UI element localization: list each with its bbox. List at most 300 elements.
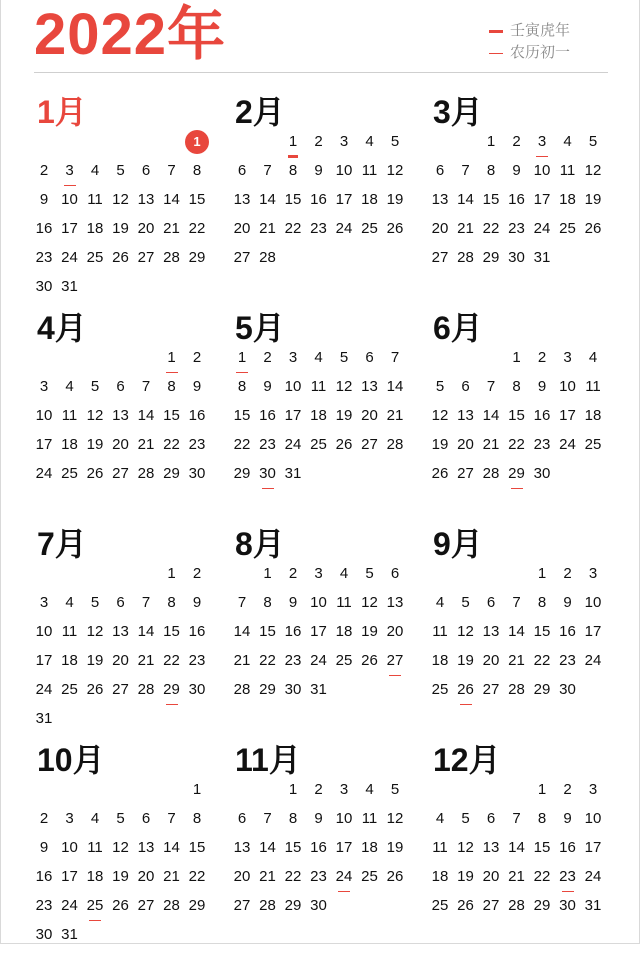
day-cell[interactable] [159,892,185,920]
day-cell[interactable] [31,402,57,430]
day-cell[interactable] [427,892,453,920]
day-cell[interactable] [184,805,210,833]
day-cell[interactable] [159,589,185,617]
day-cell[interactable] [108,431,134,459]
month-12[interactable] [432,740,622,956]
day-cell[interactable] [529,157,555,185]
month-2[interactable] [234,92,424,308]
day-cell[interactable] [184,344,210,372]
day-cell[interactable] [133,647,159,675]
day-cell[interactable] [453,676,479,704]
day-cell[interactable] [159,215,185,243]
day-cell[interactable] [280,157,306,185]
day-cell[interactable] [57,186,83,214]
day-cell[interactable] [478,431,504,459]
day-cell[interactable] [427,460,453,488]
day-cell[interactable] [306,402,332,430]
day-cell[interactable] [357,215,383,243]
day-cell[interactable] [306,560,332,588]
day-cell[interactable] [504,344,530,372]
day-cell[interactable] [529,431,555,459]
day-cell[interactable] [427,589,453,617]
day-cell[interactable] [529,589,555,617]
day-cell[interactable] [133,402,159,430]
day-cell[interactable] [255,647,281,675]
day-cell[interactable] [555,805,581,833]
month-6[interactable] [432,308,622,524]
day-cell[interactable] [229,863,255,891]
day-cell[interactable] [453,244,479,272]
day-cell[interactable] [159,373,185,401]
day-cell[interactable] [529,647,555,675]
day-cell[interactable] [133,863,159,891]
day-cell[interactable] [504,618,530,646]
day-cell[interactable] [306,344,332,372]
day-cell[interactable] [357,834,383,862]
day-cell[interactable] [255,892,281,920]
day-cell[interactable] [580,215,606,243]
day-cell[interactable] [133,892,159,920]
day-cell[interactable] [478,244,504,272]
day-cell[interactable] [108,647,134,675]
month-title[interactable]: 11月 [235,742,301,778]
day-cell[interactable] [255,618,281,646]
day-cell[interactable] [133,373,159,401]
day-cell[interactable] [529,676,555,704]
day-cell[interactable] [504,834,530,862]
day-cell[interactable] [82,863,108,891]
day-cell[interactable] [478,589,504,617]
day-cell[interactable] [159,560,185,588]
day-cell[interactable] [382,805,408,833]
day-cell[interactable] [453,618,479,646]
day-cell[interactable] [184,373,210,401]
day-cell[interactable] [31,186,57,214]
day-cell[interactable] [57,892,83,920]
day-cell[interactable] [529,560,555,588]
day-cell[interactable] [108,892,134,920]
day-cell[interactable] [580,560,606,588]
day-cell[interactable] [382,647,408,675]
day-cell[interactable] [555,373,581,401]
day-cell[interactable] [159,460,185,488]
day-cell[interactable] [529,186,555,214]
day-cell[interactable] [453,863,479,891]
day-cell[interactable] [229,431,255,459]
day-cell[interactable] [306,776,332,804]
day-cell[interactable] [357,344,383,372]
month-title[interactable]: 9月 [433,526,483,562]
day-cell[interactable] [184,402,210,430]
day-cell[interactable] [555,834,581,862]
month-4[interactable] [36,308,226,524]
month-title[interactable]: 7月 [37,526,87,562]
day-cell[interactable] [229,244,255,272]
day-cell[interactable] [280,215,306,243]
day-cell[interactable] [82,805,108,833]
day-cell[interactable] [478,676,504,704]
day-cell[interactable] [357,863,383,891]
day-cell[interactable] [57,215,83,243]
day-cell[interactable] [382,560,408,588]
day-cell[interactable] [555,215,581,243]
day-cell[interactable] [184,776,210,804]
day-cell[interactable] [82,431,108,459]
day-cell[interactable] [255,431,281,459]
day-cell[interactable] [478,647,504,675]
day-cell[interactable] [580,892,606,920]
day-cell[interactable] [357,186,383,214]
day-cell[interactable] [280,892,306,920]
day-cell[interactable] [357,776,383,804]
day-cell[interactable] [57,618,83,646]
day-cell[interactable] [184,560,210,588]
day-cell[interactable] [31,589,57,617]
day-cell[interactable] [255,589,281,617]
day-cell[interactable] [280,186,306,214]
day-cell[interactable] [82,402,108,430]
day-cell[interactable] [57,589,83,617]
day-cell[interactable] [57,273,83,301]
day-cell[interactable] [280,589,306,617]
day-cell[interactable] [255,402,281,430]
day-cell[interactable] [57,676,83,704]
day-cell[interactable] [427,373,453,401]
day-cell[interactable] [529,460,555,488]
day-cell[interactable] [357,128,383,156]
day-cell[interactable] [580,776,606,804]
day-cell[interactable] [184,647,210,675]
day-cell[interactable] [580,186,606,214]
day-cell[interactable] [504,157,530,185]
day-cell[interactable] [306,157,332,185]
month-title[interactable]: 8月 [235,526,285,562]
day-cell[interactable] [453,647,479,675]
day-cell[interactable] [453,186,479,214]
day-cell[interactable] [82,892,108,920]
day-cell[interactable] [504,128,530,156]
day-cell[interactable] [427,402,453,430]
day-cell[interactable] [306,618,332,646]
day-cell[interactable] [357,589,383,617]
day-cell[interactable] [31,676,57,704]
day-cell[interactable] [31,618,57,646]
day-cell[interactable] [529,892,555,920]
day-cell[interactable] [555,344,581,372]
day-cell[interactable] [31,157,57,185]
day-cell[interactable] [184,460,210,488]
day-cell[interactable] [529,834,555,862]
day-cell[interactable] [555,402,581,430]
day-cell[interactable] [255,344,281,372]
day-cell[interactable] [555,776,581,804]
day-cell[interactable] [331,805,357,833]
day-cell[interactable] [529,373,555,401]
day-cell[interactable] [453,460,479,488]
day-cell[interactable] [382,402,408,430]
day-cell[interactable] [427,863,453,891]
day-cell[interactable] [229,344,255,372]
day-cell[interactable] [306,186,332,214]
day-cell[interactable] [427,244,453,272]
day-cell[interactable] [133,460,159,488]
month-5[interactable] [234,308,424,524]
day-cell[interactable] [255,186,281,214]
day-cell[interactable] [331,431,357,459]
day-cell[interactable] [580,373,606,401]
day-cell[interactable] [159,244,185,272]
day-cell[interactable] [31,460,57,488]
day-cell[interactable] [478,186,504,214]
day-cell[interactable] [331,215,357,243]
day-cell[interactable] [382,776,408,804]
day-cell[interactable] [159,431,185,459]
month-title[interactable]: 4月 [37,310,87,346]
day-cell[interactable] [184,618,210,646]
day-cell[interactable] [382,186,408,214]
day-cell[interactable] [229,618,255,646]
day-cell[interactable] [159,186,185,214]
day-cell[interactable] [427,805,453,833]
day-cell[interactable] [229,834,255,862]
month-8[interactable] [234,524,424,740]
day-cell[interactable] [255,560,281,588]
day-cell[interactable] [57,863,83,891]
month-title[interactable]: 12月 [433,742,501,778]
day-cell[interactable] [108,244,134,272]
day-cell[interactable] [555,431,581,459]
day-cell[interactable] [82,215,108,243]
day-cell[interactable] [82,618,108,646]
day-cell[interactable] [478,834,504,862]
year-title[interactable]: 2022年 [34,2,227,67]
day-cell[interactable] [427,647,453,675]
day-cell[interactable] [184,863,210,891]
day-cell[interactable] [504,186,530,214]
day-cell[interactable] [229,402,255,430]
day-cell[interactable] [306,676,332,704]
month-11[interactable] [234,740,424,956]
day-cell[interactable] [159,805,185,833]
day-cell[interactable] [478,460,504,488]
day-cell[interactable] [255,157,281,185]
day-cell[interactable] [57,402,83,430]
day-cell[interactable] [184,892,210,920]
day-cell[interactable] [31,431,57,459]
day-cell[interactable] [31,705,57,733]
day-cell[interactable] [331,186,357,214]
month-1[interactable] [36,92,226,308]
day-cell[interactable] [453,215,479,243]
day-cell[interactable] [108,186,134,214]
day-cell[interactable] [529,344,555,372]
day-cell[interactable] [331,647,357,675]
day-cell[interactable] [580,805,606,833]
day-cell[interactable] [478,618,504,646]
day-cell[interactable] [504,244,530,272]
day-cell[interactable] [453,892,479,920]
day-cell[interactable] [57,460,83,488]
day-cell[interactable] [31,805,57,833]
day-cell[interactable] [108,373,134,401]
day-cell[interactable] [382,373,408,401]
day-cell[interactable] [57,647,83,675]
day-cell[interactable] [159,834,185,862]
day-cell[interactable] [82,157,108,185]
day-cell[interactable] [31,863,57,891]
day-cell[interactable] [357,373,383,401]
day-cell[interactable] [306,647,332,675]
day-cell[interactable] [331,373,357,401]
day-cell[interactable] [306,373,332,401]
day-cell[interactable] [382,589,408,617]
month-10[interactable] [36,740,226,956]
day-cell[interactable] [504,373,530,401]
month-title[interactable]: 10月 [37,742,105,778]
day-cell[interactable] [555,128,581,156]
day-cell[interactable] [478,402,504,430]
day-cell[interactable] [306,589,332,617]
day-cell[interactable] [31,244,57,272]
day-cell[interactable] [504,431,530,459]
day-cell[interactable] [159,618,185,646]
day-cell[interactable] [159,863,185,891]
day-cell[interactable] [331,776,357,804]
day-cell[interactable] [529,805,555,833]
day-cell[interactable] [478,215,504,243]
day-cell[interactable] [504,805,530,833]
day-cell[interactable] [280,128,306,156]
day-cell[interactable] [382,431,408,459]
day-cell[interactable] [580,647,606,675]
day-cell[interactable] [453,402,479,430]
day-cell[interactable] [108,460,134,488]
day-cell[interactable] [306,863,332,891]
day-cell[interactable] [382,863,408,891]
day-cell[interactable] [427,157,453,185]
day-cell[interactable] [357,647,383,675]
day-cell[interactable] [280,618,306,646]
day-cell[interactable] [453,834,479,862]
day-cell[interactable] [159,157,185,185]
day-cell[interactable] [280,560,306,588]
day-cell[interactable] [184,589,210,617]
day-cell[interactable] [453,157,479,185]
day-cell[interactable] [280,676,306,704]
day-cell[interactable] [504,647,530,675]
day-cell[interactable] [108,589,134,617]
day-cell[interactable] [306,215,332,243]
day-cell[interactable] [31,373,57,401]
day-cell[interactable] [108,863,134,891]
day-cell[interactable] [57,157,83,185]
day-cell[interactable] [31,215,57,243]
day-cell[interactable] [331,402,357,430]
day-cell[interactable] [331,128,357,156]
day-cell[interactable] [108,676,134,704]
day-cell[interactable] [453,431,479,459]
day-cell[interactable] [580,618,606,646]
day-cell[interactable] [504,892,530,920]
day-cell[interactable] [555,157,581,185]
day-cell[interactable] [280,647,306,675]
day-cell[interactable] [57,373,83,401]
day-cell[interactable] [108,834,134,862]
day-cell[interactable] [306,128,332,156]
day-cell[interactable] [382,157,408,185]
day-cell[interactable] [555,892,581,920]
day-cell[interactable] [57,244,83,272]
day-cell[interactable] [133,618,159,646]
day-cell[interactable] [580,344,606,372]
day-cell[interactable] [108,618,134,646]
day-cell[interactable] [280,460,306,488]
day-cell[interactable] [504,460,530,488]
day-cell[interactable] [427,834,453,862]
day-cell[interactable] [184,186,210,214]
day-cell[interactable] [555,186,581,214]
day-cell[interactable] [357,431,383,459]
day-cell[interactable] [255,215,281,243]
day-cell[interactable] [555,863,581,891]
day-cell[interactable] [229,215,255,243]
day-cell[interactable] [133,244,159,272]
day-cell[interactable] [57,431,83,459]
day-cell[interactable] [108,157,134,185]
day-cell[interactable] [82,244,108,272]
day-cell[interactable] [580,431,606,459]
day-cell[interactable] [82,589,108,617]
day-cell[interactable] [31,273,57,301]
day-cell[interactable] [555,676,581,704]
day-cell[interactable] [184,431,210,459]
day-cell[interactable] [255,834,281,862]
day-cell[interactable] [159,676,185,704]
day-cell[interactable] [31,892,57,920]
day-cell[interactable] [280,431,306,459]
day-cell[interactable] [529,244,555,272]
day-cell[interactable] [280,344,306,372]
day-cell[interactable] [504,215,530,243]
day-cell[interactable] [382,344,408,372]
day-cell[interactable] [280,402,306,430]
day-cell[interactable] [427,676,453,704]
day-cell[interactable] [504,676,530,704]
day-cell[interactable] [133,431,159,459]
day-cell[interactable] [504,863,530,891]
day-cell[interactable] [453,373,479,401]
day-cell[interactable] [255,676,281,704]
day-cell[interactable] [133,834,159,862]
day-cell[interactable] [529,863,555,891]
day-cell[interactable] [453,805,479,833]
day-cell[interactable] [184,834,210,862]
day-cell[interactable] [229,647,255,675]
day-cell[interactable] [229,805,255,833]
day-cell[interactable] [427,215,453,243]
day-cell[interactable] [529,215,555,243]
day-cell[interactable] [108,805,134,833]
day-cell[interactable] [453,589,479,617]
day-cell[interactable] [427,618,453,646]
day-cell[interactable] [159,402,185,430]
day-cell[interactable] [229,373,255,401]
day-cell[interactable] [229,589,255,617]
day-cell[interactable] [580,863,606,891]
day-cell[interactable] [331,560,357,588]
month-9[interactable] [432,524,622,740]
day-cell[interactable] [280,373,306,401]
